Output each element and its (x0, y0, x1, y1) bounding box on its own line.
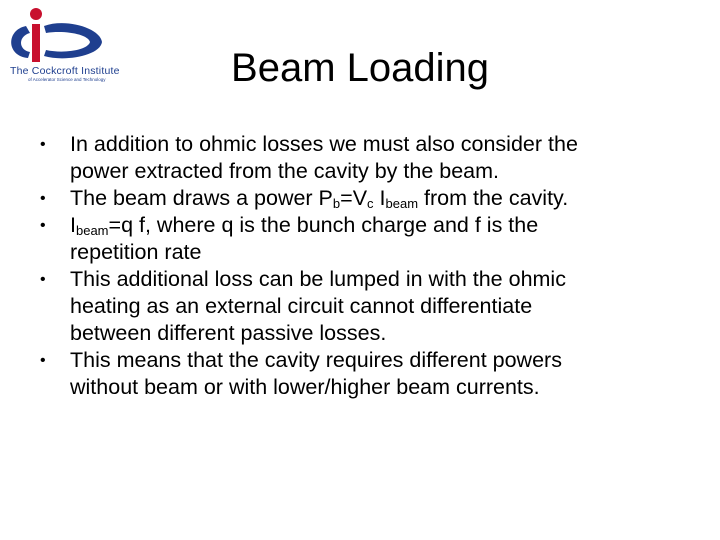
subscript: c (367, 196, 374, 211)
bullet-item (40, 347, 680, 401)
bullet-line: power extracted from the cavity by the beam. (70, 159, 500, 183)
bullet-marker: • (40, 217, 46, 234)
bullet-line: In addition to ohmic losses we must also consider the (70, 132, 578, 156)
cockcroft-institute-logo (4, 2, 134, 84)
bullet-marker: • (40, 352, 46, 369)
bullet-marker: • (40, 136, 46, 153)
bullet-line: between different passive losses. (70, 321, 387, 345)
subscript: beam (385, 196, 419, 211)
logo-emblem-icon (4, 2, 134, 66)
bullet-item (40, 212, 680, 266)
text-run: =V (340, 186, 368, 210)
bullet-line: heating as an external circuit cannot differentiate (70, 294, 533, 318)
bullet-marker: • (40, 271, 46, 288)
text-run: from the cavity. (418, 186, 569, 210)
slide-title: Beam Loading (231, 46, 489, 90)
text-run: =q f, where q is the bunch charge and f is the (108, 213, 539, 237)
bullet-item (40, 185, 680, 212)
subscript: beam (75, 223, 109, 238)
bullet-line: repetition rate (70, 240, 202, 264)
text-run: I (70, 213, 76, 237)
bullet-marker: • (40, 190, 46, 207)
bullet-item (40, 131, 680, 185)
bullet-list (40, 131, 680, 401)
bullet-item (40, 266, 680, 347)
bullet-line: without beam or with lower/higher beam currents. (70, 375, 540, 399)
text-run: The beam draws a power P (70, 186, 333, 210)
subscript: b (332, 196, 341, 211)
text-run: I (373, 186, 386, 210)
bullet-line: This additional loss can be lumped in with the ohmic (70, 267, 566, 291)
bullet-line: This means that the cavity requires different powers (70, 348, 562, 372)
logo-tagline: of Accelerator Science and Technology (28, 77, 106, 82)
logo-name: The Cockcroft Institute (10, 65, 120, 77)
